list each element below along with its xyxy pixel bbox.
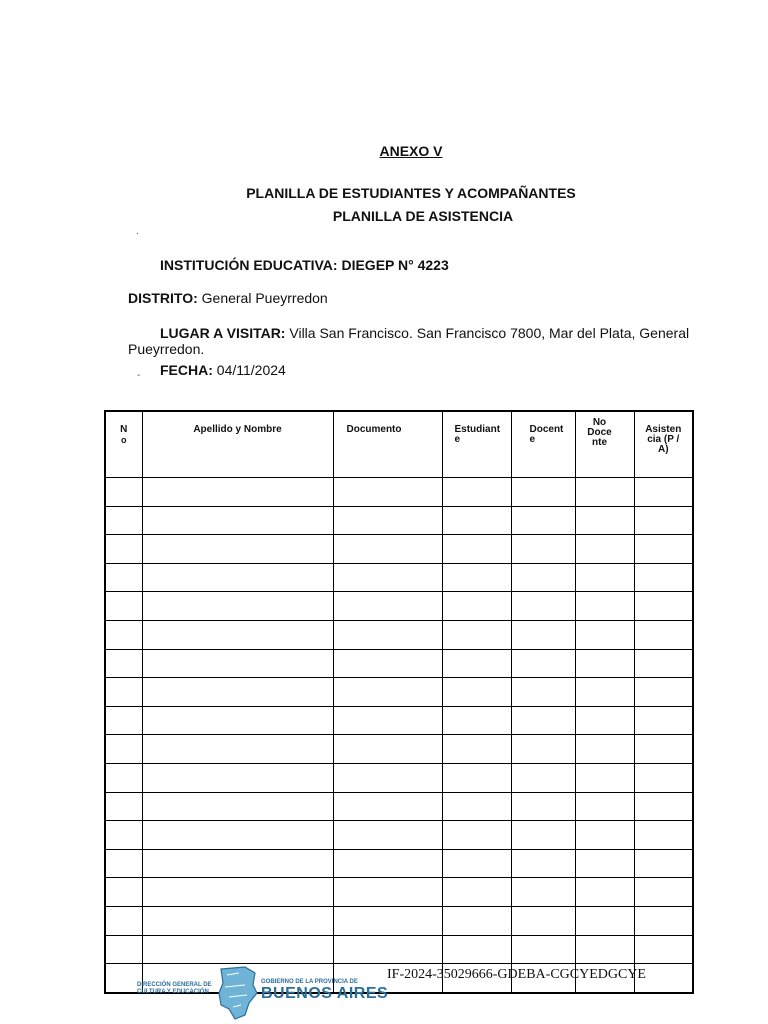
table-cell <box>511 478 575 507</box>
table-cell <box>105 906 142 935</box>
table-cell <box>575 535 634 564</box>
province-map-icon <box>215 963 259 1021</box>
table-cell <box>442 478 511 507</box>
table-cell <box>442 821 511 850</box>
stray-dot: - <box>137 370 141 381</box>
table-cell <box>142 649 333 678</box>
table-cell <box>575 849 634 878</box>
table-row <box>105 706 693 735</box>
visit-value: Villa San Francisco. San Francisco 7800, Mar del Plata, General <box>289 325 690 341</box>
table-cell <box>442 620 511 649</box>
table-cell <box>105 649 142 678</box>
table-cell <box>105 478 142 507</box>
table-cell <box>511 620 575 649</box>
table-cell <box>105 935 142 964</box>
table-cell <box>142 906 333 935</box>
table-cell <box>511 678 575 707</box>
table-cell <box>575 506 634 535</box>
table-cell <box>634 592 693 621</box>
stray-dot: . <box>136 226 139 237</box>
table-row <box>105 563 693 592</box>
district-label: DISTRITO: <box>128 290 198 306</box>
header-student: Estudiant e <box>442 411 511 478</box>
header-non-teacher: No Doce nte <box>575 411 634 478</box>
table-row <box>105 878 693 907</box>
district-value: General Pueyrredon <box>201 290 328 306</box>
form-subtitle: PLANILLA DE ASISTENCIA <box>332 208 514 224</box>
table-cell <box>511 506 575 535</box>
table-cell <box>442 792 511 821</box>
table-cell <box>105 592 142 621</box>
table-cell <box>575 649 634 678</box>
table-cell <box>142 935 333 964</box>
table-row <box>105 535 693 564</box>
table-cell <box>634 735 693 764</box>
header-name: Apellido y Nombre <box>142 411 333 478</box>
table-row <box>105 620 693 649</box>
table-cell <box>333 792 442 821</box>
table-cell <box>511 735 575 764</box>
header-document: Documento <box>333 411 442 478</box>
table-cell <box>442 506 511 535</box>
table-cell <box>575 878 634 907</box>
table-cell <box>142 763 333 792</box>
table-cell <box>442 535 511 564</box>
table-cell <box>575 792 634 821</box>
table-cell <box>634 649 693 678</box>
table-cell <box>575 935 634 964</box>
table-cell <box>333 735 442 764</box>
district-line <box>128 290 328 306</box>
table-row <box>105 763 693 792</box>
table-cell <box>333 478 442 507</box>
table-cell <box>333 563 442 592</box>
table-row <box>105 678 693 707</box>
table-cell <box>142 506 333 535</box>
table-cell <box>511 706 575 735</box>
table-cell <box>333 906 442 935</box>
table-cell <box>575 821 634 850</box>
province-logo: GOBIERNO DE LA PROVINCIA DE BUENOS AIRES <box>261 979 389 1002</box>
header-attendance: Asisten cia (P / A) <box>634 411 693 478</box>
table-cell <box>634 506 693 535</box>
table-cell <box>442 735 511 764</box>
table-cell <box>511 878 575 907</box>
table-cell <box>634 620 693 649</box>
annex-title: ANEXO V <box>379 143 443 159</box>
table-row <box>105 821 693 850</box>
table-cell <box>333 506 442 535</box>
table-cell <box>333 592 442 621</box>
table-cell <box>333 878 442 907</box>
table-cell <box>142 678 333 707</box>
table-cell <box>142 620 333 649</box>
table-cell <box>105 506 142 535</box>
table-cell <box>142 849 333 878</box>
table-cell <box>142 592 333 621</box>
table-cell <box>634 849 693 878</box>
table-cell <box>634 906 693 935</box>
table-cell <box>142 478 333 507</box>
table-cell <box>511 563 575 592</box>
table-cell <box>333 678 442 707</box>
table-cell <box>442 563 511 592</box>
table-cell <box>333 620 442 649</box>
table-cell <box>442 706 511 735</box>
table-row <box>105 735 693 764</box>
table-cell <box>511 763 575 792</box>
table-cell <box>142 535 333 564</box>
institution-line: INSTITUCIÓN EDUCATIVA: DIEGEP N° 4223 <box>160 257 449 273</box>
table-cell <box>575 478 634 507</box>
table-cell <box>575 678 634 707</box>
table-row <box>105 649 693 678</box>
table-cell <box>634 478 693 507</box>
table-cell <box>105 878 142 907</box>
table-cell <box>575 763 634 792</box>
table-cell <box>442 678 511 707</box>
form-title: PLANILLA DE ESTUDIANTES Y ACOMPAÑANTES <box>246 185 576 201</box>
table-cell <box>142 792 333 821</box>
table-cell <box>105 821 142 850</box>
table-cell <box>333 649 442 678</box>
table-cell <box>105 792 142 821</box>
dgce-logo: DIRECCIÓN GENERAL DE CULTURA Y EDUCACIÓN <box>137 982 212 995</box>
table-cell <box>575 563 634 592</box>
date-label: FECHA: <box>160 362 213 378</box>
table-header-row <box>105 411 693 478</box>
table-cell <box>105 620 142 649</box>
header-teacher: Docent e <box>511 411 575 478</box>
table-cell <box>105 735 142 764</box>
date-line <box>160 362 286 378</box>
table-row <box>105 935 693 964</box>
table-cell <box>105 563 142 592</box>
table-cell <box>105 535 142 564</box>
document-code: IF-2024-35029666-GDEBA-CGCYEDGCYE <box>387 967 646 982</box>
visit-value-continued: Pueyrredon. <box>128 341 205 357</box>
visit-label: LUGAR A VISITAR: <box>160 325 286 341</box>
table-cell <box>333 763 442 792</box>
table-cell <box>634 763 693 792</box>
header-number: N o <box>105 411 142 478</box>
table-cell <box>333 706 442 735</box>
table-cell <box>634 878 693 907</box>
table-cell <box>575 620 634 649</box>
table-cell <box>333 821 442 850</box>
table-cell <box>333 535 442 564</box>
table-cell <box>575 735 634 764</box>
table-cell <box>142 706 333 735</box>
visit-line <box>160 325 689 341</box>
table-cell <box>442 849 511 878</box>
table-cell <box>511 792 575 821</box>
table-cell <box>634 792 693 821</box>
table-cell <box>442 763 511 792</box>
table-cell <box>442 649 511 678</box>
table-cell <box>142 821 333 850</box>
table-cell <box>142 878 333 907</box>
date-value: 04/11/2024 <box>216 362 286 378</box>
table-row <box>105 906 693 935</box>
table-cell <box>511 821 575 850</box>
table-cell <box>634 563 693 592</box>
table-cell <box>511 649 575 678</box>
table-row <box>105 792 693 821</box>
table-row <box>105 478 693 507</box>
table-cell <box>511 906 575 935</box>
table-cell <box>442 592 511 621</box>
table-cell <box>634 535 693 564</box>
table-cell <box>575 906 634 935</box>
table-cell <box>634 821 693 850</box>
table-cell <box>333 849 442 878</box>
table-cell <box>333 935 442 964</box>
table-cell <box>511 935 575 964</box>
table-cell <box>442 935 511 964</box>
table-cell <box>634 678 693 707</box>
table-row <box>105 849 693 878</box>
table-cell <box>105 763 142 792</box>
table-cell <box>142 735 333 764</box>
attendance-table <box>104 410 694 994</box>
table-cell <box>634 935 693 964</box>
table-cell <box>105 849 142 878</box>
table-cell <box>442 878 511 907</box>
table-cell <box>575 592 634 621</box>
table-cell <box>575 706 634 735</box>
table-cell <box>142 563 333 592</box>
table-cell <box>634 706 693 735</box>
table-row <box>105 506 693 535</box>
table-cell <box>105 678 142 707</box>
table-cell <box>511 535 575 564</box>
table-row <box>105 592 693 621</box>
table-cell <box>511 592 575 621</box>
table-cell <box>105 706 142 735</box>
table-cell <box>442 906 511 935</box>
table-cell <box>511 849 575 878</box>
